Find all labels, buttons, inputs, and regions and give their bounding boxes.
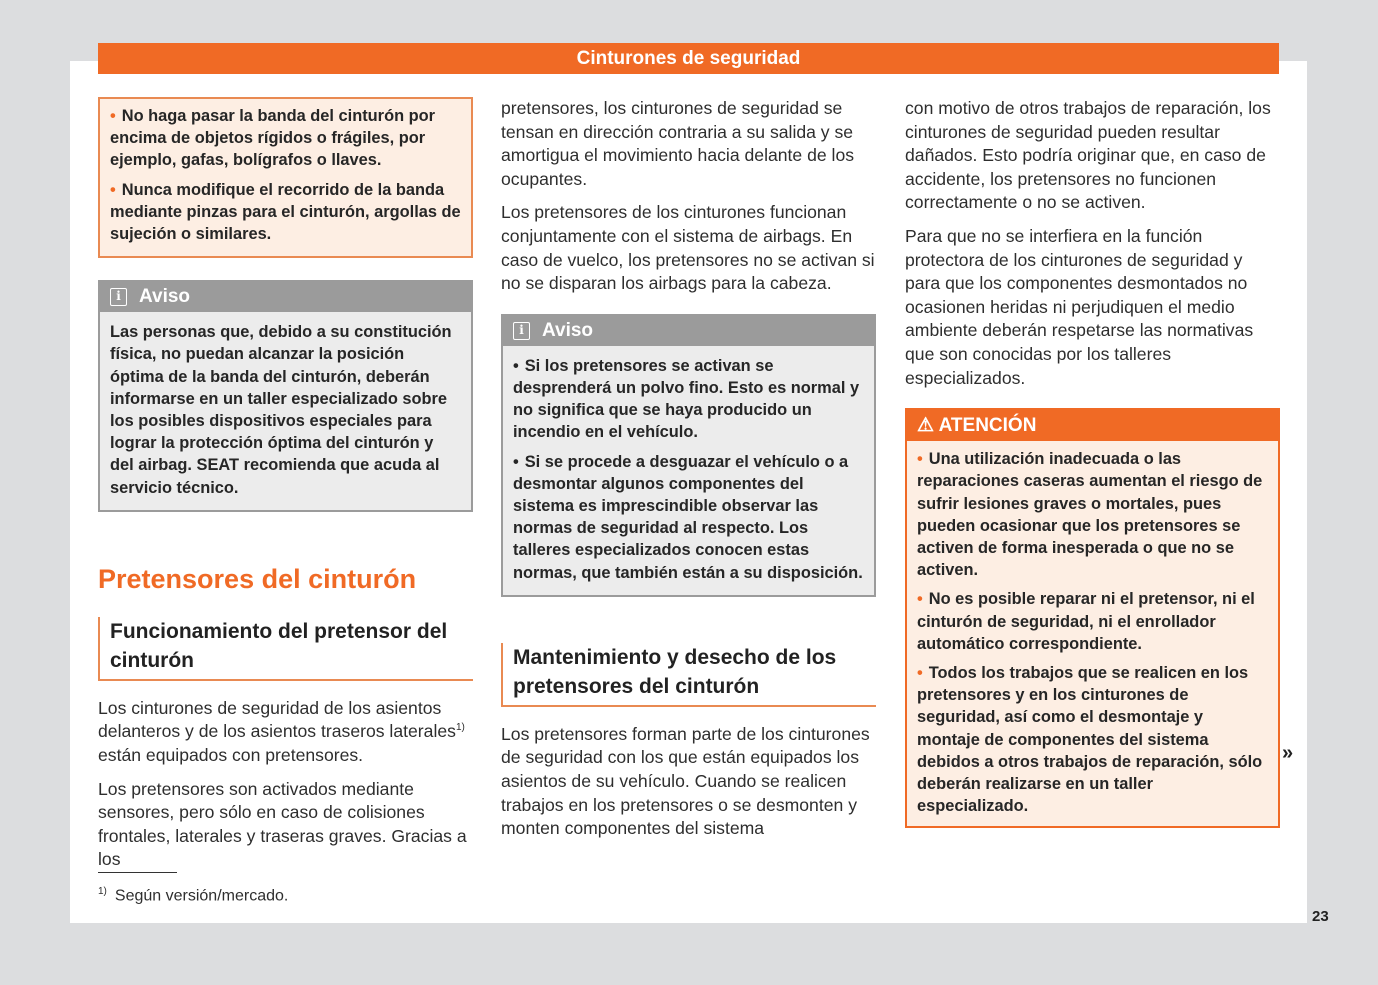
bullet-icon: • <box>110 180 116 199</box>
paragraph: Los pretensores son activados mediante sensores, pero sólo en caso de colisiones frontales, laterales y traseras graves. Gracias a los <box>98 778 467 870</box>
column-1 <box>98 97 473 882</box>
paragraph: pretensores, los cinturones de seguridad se tensan en dirección contraria a su salida y se amortigua el movimiento hacia delante de los ocupantes. <box>501 98 855 189</box>
subheading: Mantenimiento y desecho de los pretensores del cinturón <box>501 643 876 707</box>
attention-item: • No es posible reparar ni el pretensor, ni el cinturón de seguridad, ni el enrollador automático correspondiente. <box>917 590 1255 653</box>
attention-header: ⚠ ATENCIÓN <box>907 410 1278 441</box>
warning-triangle-icon: ⚠ <box>917 415 939 437</box>
warning-box <box>98 97 473 258</box>
note-box <box>501 314 876 597</box>
bullet-icon: • <box>110 107 116 125</box>
paragraph: Los cinturones de seguridad de los asientos delanteros y de los asientos traseros laterales$^{1)}$ están equipados con pretensores. <box>98 697 465 766</box>
bullet-icon: • <box>917 663 923 682</box>
bullet-icon: • <box>917 450 923 469</box>
subheading: Funcionamiento del pretensor del cinturón <box>98 617 473 681</box>
warning-item: • No haga pasar la banda del cinturón por encima de objetos rígidos o frágiles, por ejemplo, gafas, bolígrafos o llaves. <box>110 107 436 170</box>
footnote-ref[interactable]: 1) <box>455 722 465 734</box>
attention-item: • Todos los trabajos que se realicen en los pretensores y en los cinturones de seguridad, así como el desmontaje y montaje de componentes del sistema debidos a otros trabajos de reparación, sólo deberán realizarse en un taller especializado. <box>917 663 1263 816</box>
chapter-header: Cinturones de seguridad <box>98 43 1279 74</box>
attention-box <box>905 408 1280 828</box>
column-2 <box>501 97 876 851</box>
paragraph: con motivo de otros trabajos de reparación, los cinturones de seguridad pueden resultar dañados. Esto podría originar que, en caso de accidente, los pretensores no funcionen correctamente o no se activen. <box>905 98 1271 213</box>
paragraph: Los pretensores de los cinturones funcionan conjuntamente con el sistema de airbags. En caso de vuelco, los pretensores no se activan si no se disparan los airbags para la cabeza. <box>501 202 875 294</box>
info-icon: i <box>110 288 127 306</box>
paragraph: Para que no se interfiera en la función protectora de los cinturones de seguridad y para que los componentes desmontados no ocasionen heridas ni perjudiquen el medio ambiente deberán respetarse las normativas que son conocidas por los talleres especializados. <box>905 225 1254 388</box>
warning-item: • Nunca modifique el recorrido de la banda mediante pinzas para el cinturón, argollas de sujeción o similares. <box>110 180 461 244</box>
section-title: Pretensores del cinturón <box>98 563 417 594</box>
attention-item: • Una utilización inadecuada o las reparaciones caseras aumentan el riesgo de sufrir lesiones graves o mortales, pues pueden ocasionar que los pretensores se activen de forma inesperada o que no se activen. <box>917 450 1263 580</box>
note-item: • Si se procede a desguazar el vehículo o a desmontar algunos componentes del sistema es imprescindible observar las normas de seguridad al respecto. Los talleres especializados conocen estas normas, que también están a su disposición. <box>513 452 863 582</box>
footnote-divider <box>98 872 177 873</box>
bullet-icon: • <box>513 452 519 471</box>
column-3 <box>905 97 1280 828</box>
paragraph: Los pretensores forman parte de los cinturones de seguridad con los que están equipados los asientos de su vehículo. Cuando se realicen trabajos en los pretensores o se desmonten y monten componentes del sistema <box>501 723 870 839</box>
info-icon: i <box>513 322 530 340</box>
note-text: Las personas que, debido a su constitución física, no puedan alcanzar la posición óptima de la banda del cinturón, deberán informarse en un taller especializado sobre los posibles dispositivos especiales para lograr la protección óptima del cinturón y del airbag. SEAT recomienda que acuda al servicio técnico. <box>110 323 452 497</box>
continue-arrow-icon: » <box>1282 742 1294 764</box>
note-header: i Aviso <box>503 316 874 346</box>
note-box <box>98 280 473 512</box>
note-item: • Si los pretensores se activan se desprenderá un polvo fino. Esto es normal y no significa que se haya producido un incendio en el vehículo. <box>513 356 860 442</box>
bullet-icon: • <box>513 356 519 375</box>
footnote-marker: 1) <box>98 886 107 897</box>
footnote: $^{1)}$ Según versión/mercado. <box>98 886 289 905</box>
page-number: 23 <box>1312 908 1329 925</box>
note-header: i Aviso <box>100 282 471 312</box>
bullet-icon: • <box>917 590 923 609</box>
